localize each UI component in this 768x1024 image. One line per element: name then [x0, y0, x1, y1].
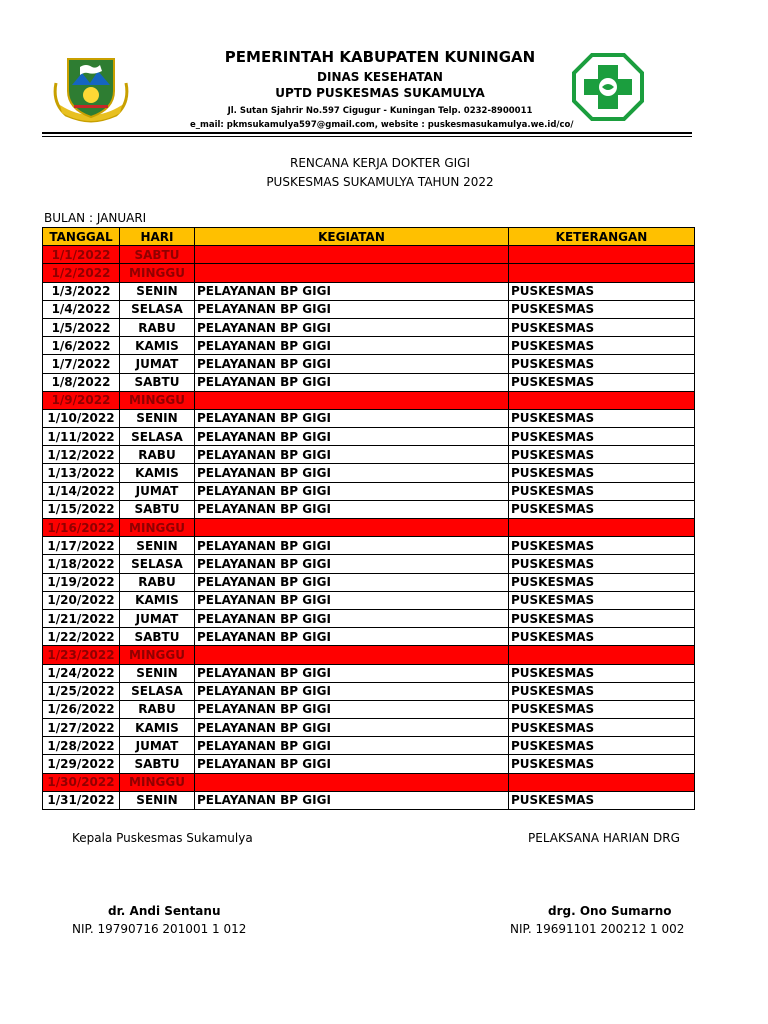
table-row — [43, 519, 695, 537]
cell-note: PUSKESMAS — [509, 573, 695, 591]
cell-activity — [195, 246, 509, 264]
cell-note — [509, 646, 695, 664]
header-hari: HARI — [120, 228, 195, 246]
cell-date: 1/31/2022 — [43, 791, 120, 809]
cell-note: PUSKESMAS — [509, 737, 695, 755]
cell-day: MINGGU — [120, 264, 195, 282]
cell-activity: PELAYANAN BP GIGI — [195, 500, 509, 518]
cell-date: 1/19/2022 — [43, 573, 120, 591]
right-signature-role: PELAKSANA HARIAN DRG — [528, 831, 680, 845]
left-signature-role: Kepala Puskesmas Sukamulya — [72, 831, 253, 845]
cell-activity: PELAYANAN BP GIGI — [195, 428, 509, 446]
cell-day: JUMAT — [120, 609, 195, 627]
table-row — [43, 555, 695, 573]
cell-date: 1/14/2022 — [43, 482, 120, 500]
cell-note: PUSKESMAS — [509, 682, 695, 700]
cell-day: SABTU — [120, 373, 195, 391]
table-row — [43, 773, 695, 791]
cell-date: 1/13/2022 — [43, 464, 120, 482]
letterhead-divider — [42, 132, 692, 134]
cell-activity: PELAYANAN BP GIGI — [195, 664, 509, 682]
document-subtitle: PUSKESMAS SUKAMULYA TAHUN 2022 — [266, 175, 494, 189]
cell-day: MINGGU — [120, 519, 195, 537]
cell-note: PUSKESMAS — [509, 318, 695, 336]
cell-day: MINGGU — [120, 391, 195, 409]
cell-date: 1/1/2022 — [43, 246, 120, 264]
cell-day: RABU — [120, 318, 195, 336]
cell-day: JUMAT — [120, 355, 195, 373]
cell-activity: PELAYANAN BP GIGI — [195, 409, 509, 427]
cell-note — [509, 246, 695, 264]
cell-note: PUSKESMAS — [509, 537, 695, 555]
letterhead-government: PEMERINTAH KABUPATEN KUNINGAN — [224, 48, 536, 66]
cell-activity: PELAYANAN BP GIGI — [195, 282, 509, 300]
letterhead-department: DINAS KESEHATAN — [317, 70, 443, 84]
cell-note: PUSKESMAS — [509, 791, 695, 809]
table-row — [43, 646, 695, 664]
cell-day: SELASA — [120, 300, 195, 318]
table-row — [43, 464, 695, 482]
cell-date: 1/2/2022 — [43, 264, 120, 282]
cell-day: SABTU — [120, 500, 195, 518]
cell-date: 1/17/2022 — [43, 537, 120, 555]
cell-date: 1/16/2022 — [43, 519, 120, 537]
letterhead-address: Jl. Sutan Sjahrir No.597 Cigugur - Kuningan Telp. 0232-8900011 — [227, 106, 533, 116]
cell-activity: PELAYANAN BP GIGI — [195, 591, 509, 609]
cell-activity: PELAYANAN BP GIGI — [195, 355, 509, 373]
cell-note: PUSKESMAS — [509, 719, 695, 737]
cell-day: JUMAT — [120, 482, 195, 500]
left-signature-nip: NIP. 19790716 201001 1 012 — [72, 922, 247, 936]
table-row — [43, 664, 695, 682]
left-signature-name: dr. Andi Sentanu — [108, 904, 221, 918]
table-row — [43, 391, 695, 409]
cell-day: SENIN — [120, 537, 195, 555]
right-signature-name: drg. Ono Sumarno — [548, 904, 672, 918]
cell-date: 1/11/2022 — [43, 428, 120, 446]
cell-activity — [195, 264, 509, 282]
cell-day: SENIN — [120, 282, 195, 300]
cell-day: MINGGU — [120, 646, 195, 664]
table-row — [43, 318, 695, 336]
cell-note — [509, 773, 695, 791]
cell-date: 1/3/2022 — [43, 282, 120, 300]
letterhead-unit: UPTD PUSKESMAS SUKAMULYA — [275, 86, 485, 100]
cell-day: RABU — [120, 700, 195, 718]
cell-activity: PELAYANAN BP GIGI — [195, 446, 509, 464]
table-row — [43, 264, 695, 282]
cell-date: 1/29/2022 — [43, 755, 120, 773]
table-row — [43, 628, 695, 646]
cell-note: PUSKESMAS — [509, 664, 695, 682]
cell-date: 1/8/2022 — [43, 373, 120, 391]
cell-note: PUSKESMAS — [509, 555, 695, 573]
cell-note: PUSKESMAS — [509, 337, 695, 355]
cell-activity — [195, 773, 509, 791]
table-row — [43, 355, 695, 373]
cell-day: RABU — [120, 446, 195, 464]
cell-note: PUSKESMAS — [509, 428, 695, 446]
cell-date: 1/20/2022 — [43, 591, 120, 609]
cell-note: PUSKESMAS — [509, 591, 695, 609]
table-row — [43, 791, 695, 809]
cell-activity: PELAYANAN BP GIGI — [195, 682, 509, 700]
cell-activity: PELAYANAN BP GIGI — [195, 373, 509, 391]
cell-note: PUSKESMAS — [509, 355, 695, 373]
table-row — [43, 409, 695, 427]
cell-date: 1/25/2022 — [43, 682, 120, 700]
cell-note — [509, 264, 695, 282]
cell-day: KAMIS — [120, 591, 195, 609]
cell-activity: PELAYANAN BP GIGI — [195, 628, 509, 646]
cell-activity: PELAYANAN BP GIGI — [195, 464, 509, 482]
cell-note: PUSKESMAS — [509, 609, 695, 627]
cell-date: 1/28/2022 — [43, 737, 120, 755]
table-row — [43, 482, 695, 500]
cell-activity: PELAYANAN BP GIGI — [195, 337, 509, 355]
cell-activity: PELAYANAN BP GIGI — [195, 318, 509, 336]
table-row — [43, 591, 695, 609]
table-row — [43, 700, 695, 718]
cell-date: 1/23/2022 — [43, 646, 120, 664]
cell-note: PUSKESMAS — [509, 500, 695, 518]
cell-day: SENIN — [120, 791, 195, 809]
cell-note: PUSKESMAS — [509, 482, 695, 500]
cell-note: PUSKESMAS — [509, 628, 695, 646]
cell-day: SELASA — [120, 555, 195, 573]
cell-date: 1/7/2022 — [43, 355, 120, 373]
table-row — [43, 282, 695, 300]
cell-date: 1/21/2022 — [43, 609, 120, 627]
schedule-table — [42, 227, 695, 810]
table-row — [43, 573, 695, 591]
cell-note: PUSKESMAS — [509, 282, 695, 300]
header-keterangan: KETERANGAN — [509, 228, 695, 246]
table-row — [43, 755, 695, 773]
table-row — [43, 337, 695, 355]
cell-day: KAMIS — [120, 464, 195, 482]
cell-date: 1/10/2022 — [43, 409, 120, 427]
puskesmas-logo-icon — [572, 53, 644, 121]
cell-day: KAMIS — [120, 337, 195, 355]
cell-day: SELASA — [120, 428, 195, 446]
cell-note — [509, 391, 695, 409]
cell-date: 1/24/2022 — [43, 664, 120, 682]
cell-day: SELASA — [120, 682, 195, 700]
cell-day: SABTU — [120, 628, 195, 646]
cell-note: PUSKESMAS — [509, 464, 695, 482]
cell-note: PUSKESMAS — [509, 700, 695, 718]
cell-activity — [195, 646, 509, 664]
cell-date: 1/6/2022 — [43, 337, 120, 355]
cell-activity: PELAYANAN BP GIGI — [195, 300, 509, 318]
header-tanggal: TANGGAL — [43, 228, 120, 246]
table-row — [43, 446, 695, 464]
cell-note — [509, 519, 695, 537]
cell-day: SABTU — [120, 755, 195, 773]
table-row — [43, 609, 695, 627]
cell-date: 1/30/2022 — [43, 773, 120, 791]
cell-date: 1/22/2022 — [43, 628, 120, 646]
table-header-row — [43, 228, 695, 246]
cell-date: 1/18/2022 — [43, 555, 120, 573]
cell-day: RABU — [120, 573, 195, 591]
table-row — [43, 500, 695, 518]
cell-note: PUSKESMAS — [509, 373, 695, 391]
cell-activity: PELAYANAN BP GIGI — [195, 737, 509, 755]
table-row — [43, 300, 695, 318]
cell-date: 1/26/2022 — [43, 700, 120, 718]
cell-note: PUSKESMAS — [509, 755, 695, 773]
table-row — [43, 682, 695, 700]
header-kegiatan: KEGIATAN — [195, 228, 509, 246]
cell-date: 1/27/2022 — [43, 719, 120, 737]
schedule-body — [43, 246, 695, 810]
cell-day: JUMAT — [120, 737, 195, 755]
cell-activity: PELAYANAN BP GIGI — [195, 573, 509, 591]
table-row — [43, 537, 695, 555]
cell-day: KAMIS — [120, 719, 195, 737]
table-row — [43, 246, 695, 264]
cell-date: 1/5/2022 — [43, 318, 120, 336]
cell-note: PUSKESMAS — [509, 446, 695, 464]
cell-activity: PELAYANAN BP GIGI — [195, 555, 509, 573]
cell-date: 1/4/2022 — [43, 300, 120, 318]
table-row — [43, 373, 695, 391]
cell-activity: PELAYANAN BP GIGI — [195, 537, 509, 555]
cell-activity — [195, 519, 509, 537]
cell-date: 1/9/2022 — [43, 391, 120, 409]
table-row — [43, 719, 695, 737]
cell-activity: PELAYANAN BP GIGI — [195, 700, 509, 718]
document-title: RENCANA KERJA DOKTER GIGI — [290, 156, 470, 170]
cell-note: PUSKESMAS — [509, 300, 695, 318]
cell-day: SENIN — [120, 664, 195, 682]
cell-day: SABTU — [120, 246, 195, 264]
table-row — [43, 428, 695, 446]
month-label: BULAN : JANUARI — [44, 211, 147, 225]
cell-note: PUSKESMAS — [509, 409, 695, 427]
cell-activity: PELAYANAN BP GIGI — [195, 719, 509, 737]
letterhead-contact: e_mail: pkmsukamulya597@gmail.com, website : puskesmasukamulya.we.id/co/ — [190, 120, 574, 130]
cell-activity: PELAYANAN BP GIGI — [195, 791, 509, 809]
table-row — [43, 737, 695, 755]
cell-date: 1/15/2022 — [43, 500, 120, 518]
kuningan-emblem-icon — [50, 55, 132, 123]
cell-activity — [195, 391, 509, 409]
cell-activity: PELAYANAN BP GIGI — [195, 482, 509, 500]
cell-day: MINGGU — [120, 773, 195, 791]
cell-activity: PELAYANAN BP GIGI — [195, 609, 509, 627]
cell-day: SENIN — [120, 409, 195, 427]
right-signature-nip: NIP. 19691101 200212 1 002 — [510, 922, 685, 936]
cell-activity: PELAYANAN BP GIGI — [195, 755, 509, 773]
letterhead-divider-thin — [42, 136, 692, 137]
cell-date: 1/12/2022 — [43, 446, 120, 464]
